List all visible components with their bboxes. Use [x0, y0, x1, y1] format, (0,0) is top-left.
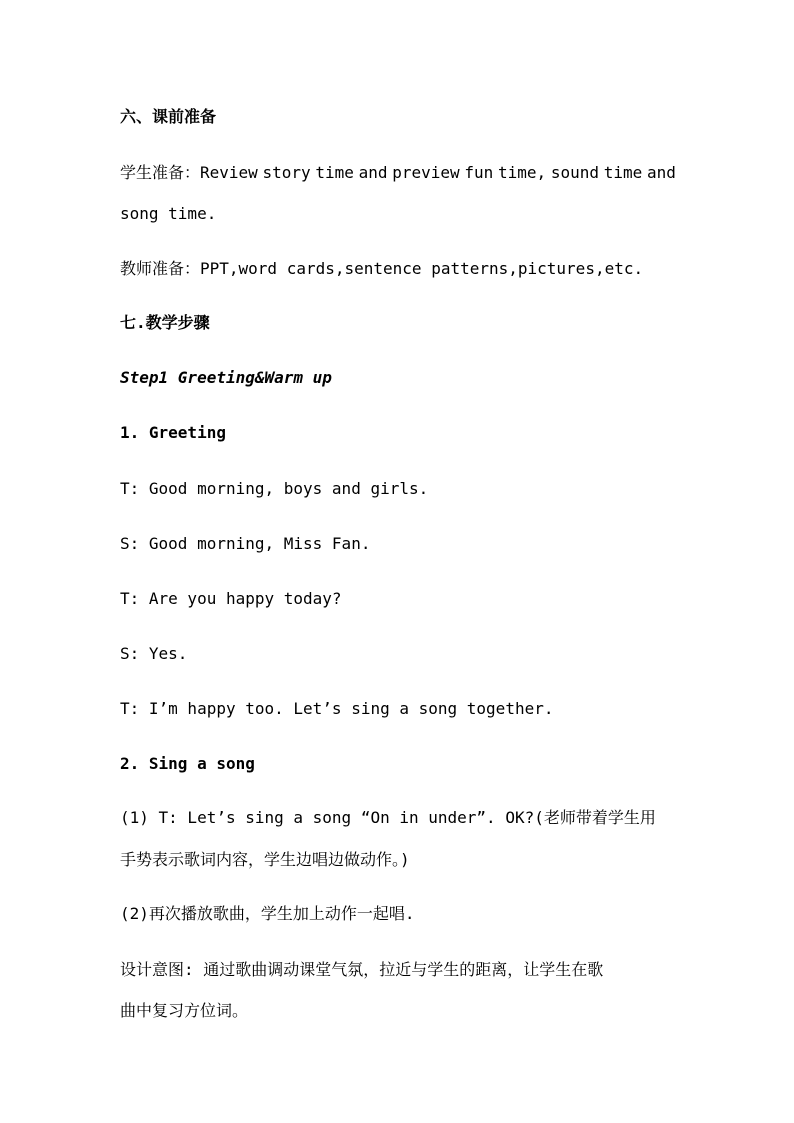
sing-item1-line1: (1) T: Let’s sing a song “On in under”. OK?(老师带着学生用	[120, 808, 656, 827]
dialogue-line: T: Good morning, boys and girls.	[120, 479, 429, 498]
design-intent-line1: 设计意图: 通过歌曲调动课堂气氛，拉近与学生的距离，让学生在歌	[120, 960, 604, 979]
dialogue-line: T: Are you happy today?	[120, 589, 342, 608]
student-prep-label-and-first	[120, 163, 258, 183]
student-prep-word: and	[646, 163, 676, 182]
dialogue-line: T: I’m happy too. Let’s sing a song together.	[120, 699, 554, 718]
dialogue-line: S: Good morning, Miss Fan.	[120, 534, 371, 553]
greeting-title: 1. Greeting	[120, 423, 226, 442]
step1-title: Step1 Greeting&Warm up	[120, 368, 332, 387]
student-prep-word: time,	[497, 163, 547, 182]
student-prep-word: time	[603, 163, 643, 182]
section7-heading: 七.教学步骤	[120, 313, 210, 332]
student-prep-word: and	[358, 163, 388, 182]
sing-item2: (2)再次播放歌曲，学生加上动作一起唱.	[120, 904, 415, 923]
student-prep-word: sound	[550, 163, 600, 182]
student-prep-line	[120, 163, 676, 183]
student-prep-word: Review	[200, 163, 258, 182]
design-intent-line2: 曲中复习方位词。	[120, 1001, 249, 1020]
student-prep-word: story	[262, 163, 311, 182]
student-prep-word: time	[315, 163, 354, 182]
dialogue-line: S: Yes.	[120, 644, 188, 663]
student-prep-continued: song time.	[120, 204, 217, 223]
student-prep-word: preview	[392, 163, 460, 182]
sing-item1-line2: 手势表示歌词内容，学生边唱边做动作。)	[120, 850, 410, 869]
sing-song-title: 2. Sing a song	[120, 754, 255, 773]
student-prep-label: 学生准备：	[120, 163, 201, 182]
teacher-prep: 教师准备：PPT,word cards,sentence patterns,pictures,etc.	[120, 259, 644, 278]
student-prep-word: fun	[464, 163, 494, 182]
section6-heading: 六、课前准备	[120, 107, 217, 126]
